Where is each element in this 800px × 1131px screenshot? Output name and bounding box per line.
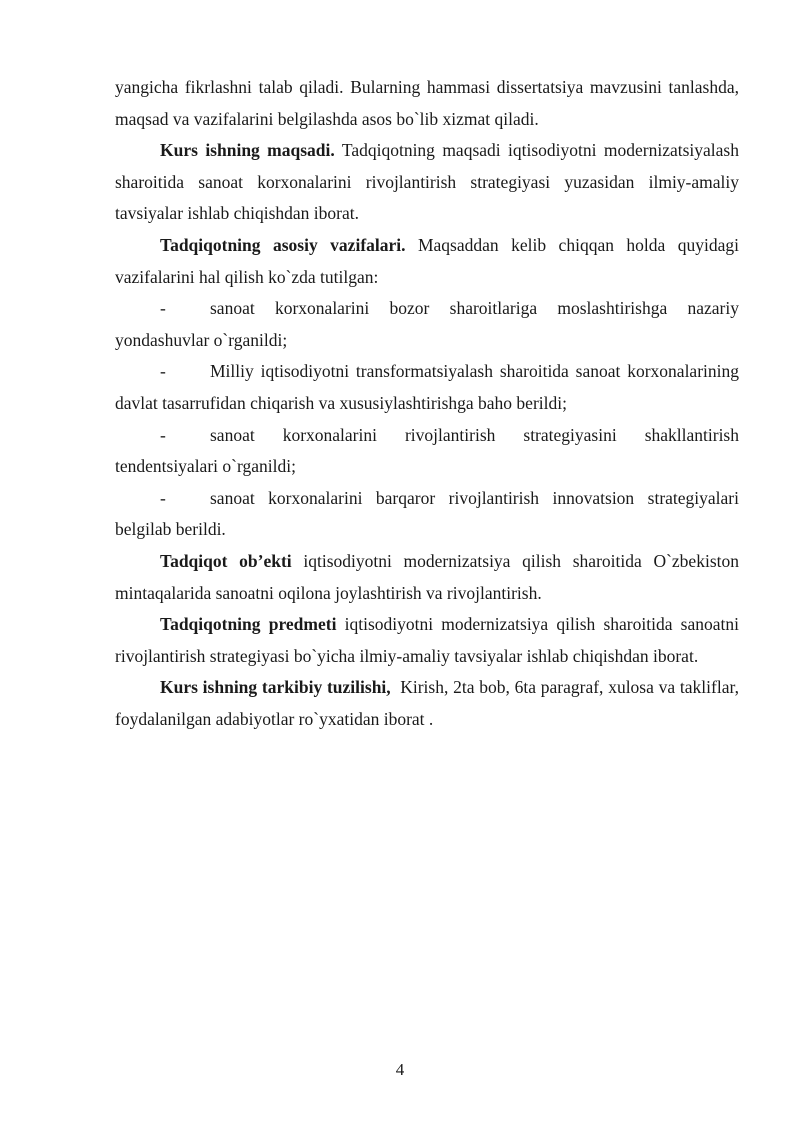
task-item-dash: - [160,361,166,382]
document-page [115,72,744,735]
goal-heading: Kurs ishning maqsadi. [160,140,335,161]
tasks-heading: Tadqiqotning asosiy vazifalari. [160,234,406,255]
task-item-dash: - [160,298,166,319]
task-item-dash: - [160,424,166,445]
task-item-2 [115,356,739,419]
structure-heading: Kurs ishning tarkibiy tuzilishi, [160,677,391,698]
goal-paragraph [115,135,739,230]
task-item-text: Milliy iqtisodiyotni transformatsiyalash sharoitida sanoat korxonalarining davlat tasarrufidan chiqarish va xususiylashtirishga baho berildi; [115,361,739,413]
task-item-1 [115,293,739,356]
subject-text: iqtisodiyotni modernizatsiya qilish sharoitida sanoatni rivojlantirish strategiyasi bo`yicha ilmiy-amaliy tavsiyalar ishlab chiqishdan iborat. [115,614,739,666]
task-item-4 [115,483,739,546]
tasks-paragraph [115,230,739,293]
structure-text: Kirish, 2ta bob, 6ta paragraf, xulosa va takliflar, foydalanilgan adabiyotlar ro`yxatidan iborat . [115,677,744,729]
task-item-text: sanoat korxonalarini barqaror rivojlantirish innovatsion strategiyalari belgilab berildi. [115,487,739,540]
structure-paragraph [115,672,744,735]
object-heading: Tadqiqot ob’ekti [160,550,292,571]
task-item-dash: - [160,487,166,508]
object-text: iqtisodiyotni modernizatsiya qilish sharoitida O`zbekiston mintaqalarida sanoatni oqilona joylashtirish va rivojlantirish. [115,550,739,603]
goal-text: Tadqiqotning maqsadi iqtisodiyotni modernizatsiyalash sharoitida sanoat korxonalarini rivojlantirish strategiyasi yuzasidan ilmiy-amaliy tavsiyalar ishlab chiqishdan iborat. [115,140,739,224]
page-number: 4 [395,1060,405,1079]
tasks-text: Maqsaddan kelib chiqqan holda quyidagi vazifalarini hal qilish ko`zda tutilgan: [115,234,739,287]
task-item-text: sanoat korxonalarini rivojlantirish strategiyasini shakllantirish tendentsiyalari o`rganildi; [115,424,739,477]
object-paragraph [115,546,739,609]
intro-paragraph-tail: yangicha fikrlashni talab qiladi. Bularning hammasi dissertatsiya mavzusini tanlashda, maqsad va vazifalarini belgilashda asos bo`lib xizmat qiladi. [115,77,739,129]
subject-heading: Tadqiqotning predmeti [160,614,337,635]
task-item-3 [115,420,739,483]
subject-paragraph [115,609,739,672]
task-item-text: sanoat korxonalarini bozor sharoitlariga moslashtirishga nazariy yondashuvlar o`rganildi; [115,298,739,350]
